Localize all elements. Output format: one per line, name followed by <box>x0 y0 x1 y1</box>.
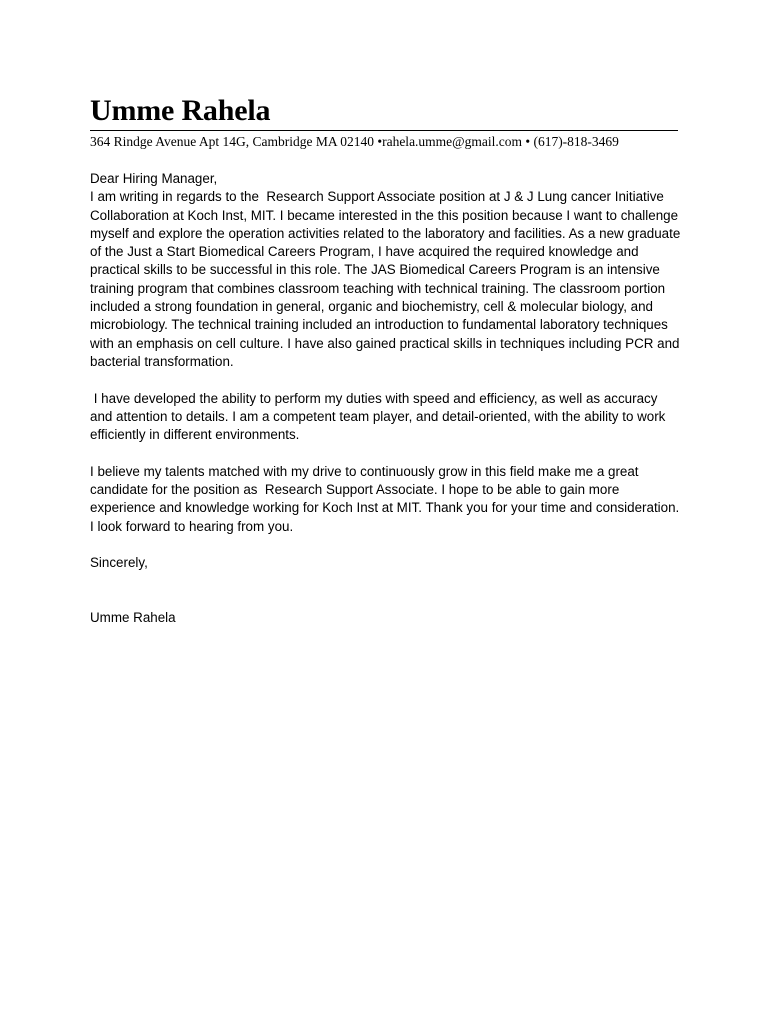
letter-body <box>90 170 685 627</box>
paragraph-spacer <box>90 536 682 554</box>
salutation: Dear Hiring Manager, <box>90 171 218 186</box>
contact-info: 364 Rindge Avenue Apt 14G, Cambridge MA 02140 •rahela.umme@gmail.com • (617)-818-3469 <box>90 134 619 149</box>
letterhead <box>90 94 678 151</box>
paragraph-spacer <box>90 444 682 462</box>
paragraph-intro: I am writing in regards to the Research Support Associate position at J & J Lung cancer Initiative Collaboration at Koch Inst, MIT. I became interested in the this position because I want to challenge myself and explore the operation activities related to the laboratory and facilities. As a new graduate of the Just a Start Biomedical Careers Program, I have acquired the required knowledge and practical skills to be successful in this role. The JAS Biomedical Careers Program is an intensive training program that combines classroom teaching with technical training. The classroom portion included a strong foundation in general, organic and biochemistry, cell & molecular biology, and microbiology. The technical training included an introduction to fundamental laboratory techniques with an emphasis on cell culture. I have also gained practical skills in techniques including PCR and bacterial transformation. <box>90 189 685 369</box>
paragraph-skills: I have developed the ability to perform my duties with speed and efficiency, as well as accuracy and attention to details. I am a competent team player, and detail-oriented, with the ability to work efficiently in different environments. <box>90 390 670 443</box>
paragraph-closing: I believe my talents matched with my drive to continuously grow in this field make me a great candidate for the position as Research Support Associate. I hope to be able to gain more experience and knowledge working for Koch Inst at MIT. Thank you for your time and consideration. I look forward to hearing from you. <box>90 463 683 534</box>
signature-spacer <box>90 573 682 610</box>
closing-word: Sincerely, <box>90 555 148 571</box>
paragraph-spacer <box>90 371 682 389</box>
signature-name: Umme Rahela <box>90 610 176 626</box>
header-divider <box>90 130 678 131</box>
applicant-name-heading: Umme Rahela <box>90 94 271 127</box>
